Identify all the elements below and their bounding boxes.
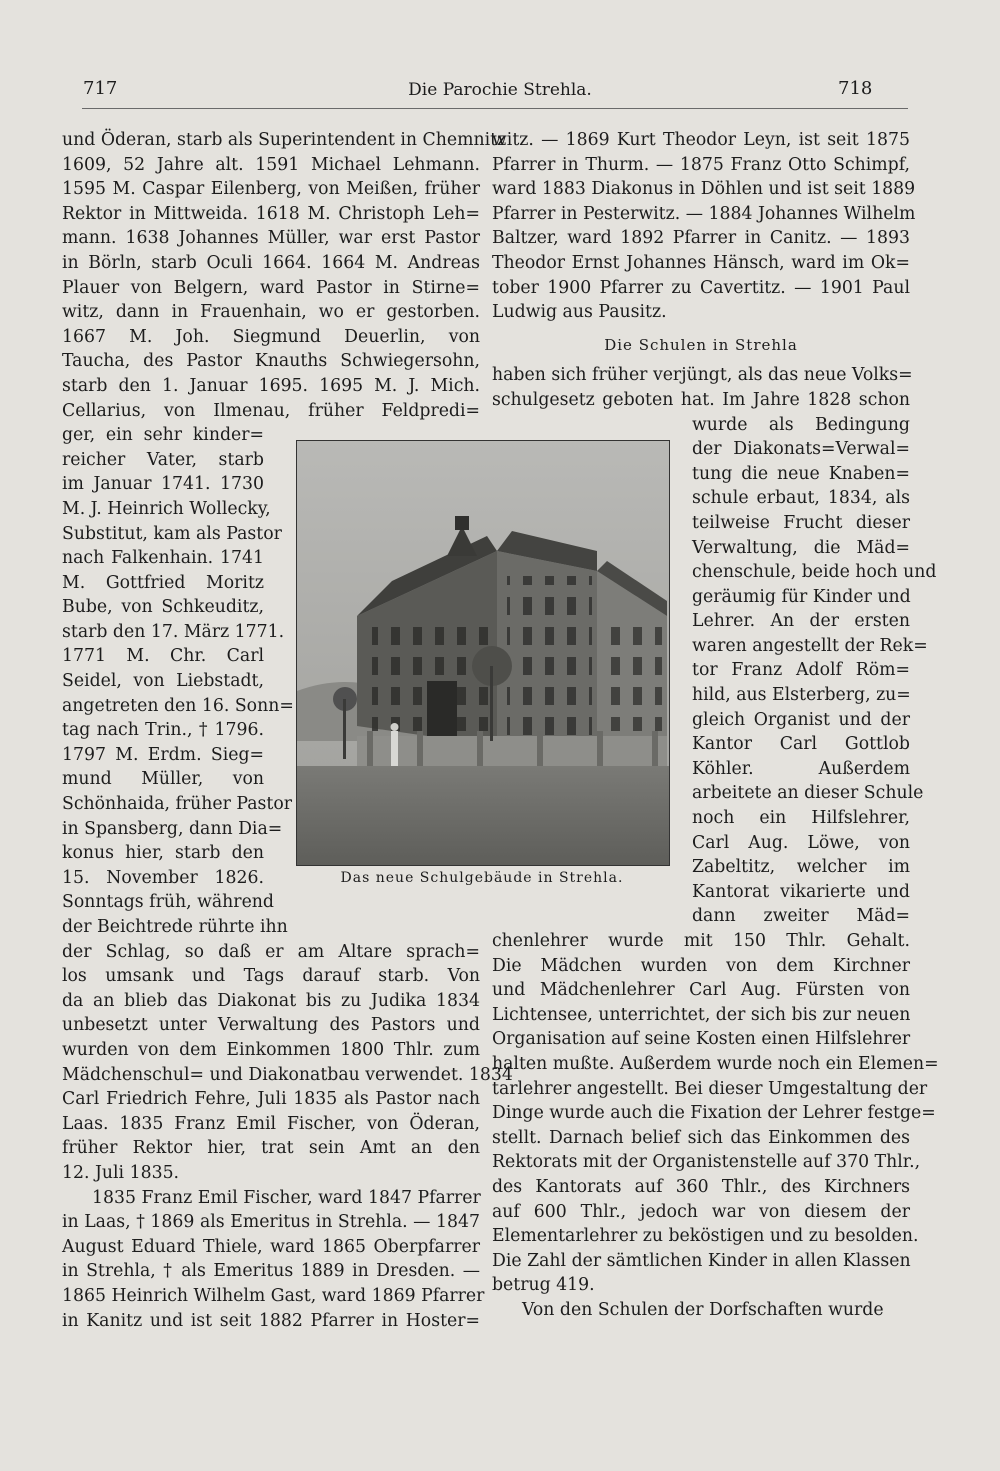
text-line: Kantor Carl Gottlob [692, 734, 910, 755]
school-building-photo [296, 440, 670, 866]
text-line: M. Gottfried Moritz [62, 572, 264, 593]
text-line: hild, aus Elsterberg, zu= [692, 685, 911, 706]
text-line: witz, dann in Frauenhain, wo er gestorben. [62, 302, 480, 323]
text-line: M. J. Heinrich Wollecky, [62, 498, 271, 519]
left-text-bottom [62, 940, 513, 1161]
left-text-top [62, 128, 507, 423]
text-line: 1667 M. Joh. Siegmund Deuerlin, von [62, 326, 480, 347]
text-line: 12. Juli 1835. [62, 1162, 180, 1183]
text-line: starb den 17. März 1771. [62, 621, 285, 642]
text-line: 1771 M. Chr. Carl [62, 646, 264, 667]
text-line: der Beichtrede rührte ihn [62, 917, 288, 937]
text-line: Von den Schulen der Dorfschaften wurde [522, 1299, 884, 1320]
text-line: Ludwig aus Pausitz. [492, 302, 667, 323]
text-line: tor Franz Adolf Röm= [692, 660, 910, 681]
text-line: Seidel, von Liebstadt, [62, 671, 264, 692]
text-line: in Börln, starb Oculi 1664. 1664 M. Andreas [62, 252, 480, 273]
text-line: los umsank und Tags darauf starb. Von [62, 966, 480, 987]
text-line: 1595 M. Caspar Eilenberg, von Meißen, früher [62, 179, 480, 200]
text-line: schulgesetz geboten hat. Im Jahre 1828 schon [492, 389, 910, 410]
text-line: auf 600 Thlr., jedoch war von diesem der [492, 1201, 910, 1222]
text-line: Schönhaida, früher Pastor [62, 794, 293, 815]
text-line: wurde als Bedingung [692, 414, 910, 435]
text-line: Lichtensee, unterrichtet, der sich bis zur neuen [492, 1004, 911, 1025]
figure-caption: Das neue Schulgebäude in Strehla. [340, 870, 624, 886]
text-line: 15. November 1826. [62, 867, 264, 888]
section-heading: Die Schulen in Strehla [604, 335, 798, 354]
text-line: tarlehrer angestellt. Bei dieser Umgestaltung der [492, 1078, 928, 1099]
text-line: Kantorat vikarierte und [692, 881, 910, 902]
text-line: Carl Friedrich Fehre, Juli 1835 als Pastor nach [62, 1089, 480, 1110]
text-line: unbesetzt unter Verwaltung des Pastors und [62, 1015, 480, 1036]
text-line: der Diakonats=Verwal= [692, 439, 910, 460]
text-line: des Kantorats auf 360 Thlr., des Kirchners [492, 1176, 910, 1197]
text-line: und Öderan, starb als Superintendent in Chemnitz [62, 130, 507, 150]
text-line: starb den 1. Januar 1695. 1695 M. J. Mich. [62, 375, 480, 396]
text-line: Verwaltung, die Mäd= [692, 537, 910, 558]
text-line: angetreten den 16. Sonn= [62, 695, 294, 716]
page-number-left: 717 [83, 78, 118, 99]
text-line: 1865 Heinrich Wilhelm Gast, ward 1869 Pfarrer [62, 1285, 485, 1306]
text-line: Köhler. Außerdem [692, 758, 910, 779]
text-line: nach Falkenhain. 1741 [62, 548, 264, 569]
text-line: im Januar 1741. 1730 [62, 474, 264, 495]
text-line: gleich Organist und der [692, 709, 910, 730]
text-line: schule erbaut, 1834, als [692, 488, 910, 509]
text-line: chenschule, beide hoch und [692, 562, 937, 583]
text-line: in Kanitz und ist seit 1882 Pfarrer in Hoster= [62, 1310, 480, 1331]
text-line: Theodor Ernst Johannes Hänsch, ward im Ok= [492, 252, 910, 273]
text-line: Plauer von Belgern, ward Pastor in Stirne= [62, 277, 480, 298]
text-line: stellt. Darnach belief sich das Einkommen des [492, 1127, 910, 1148]
text-line: chenlehrer wurde mit 150 Thlr. Gehalt. [492, 931, 910, 951]
text-line: ward 1883 Diakonus in Döhlen und ist seit 1889 [492, 179, 916, 200]
left-text-wrap [62, 423, 294, 939]
text-line: Die Mädchen wurden von dem Kirchner [492, 955, 910, 976]
text-line: Baltzer, ward 1892 Pfarrer in Canitz. — 1893 [492, 228, 910, 249]
text-line: konus hier, starb den [62, 843, 264, 864]
right-text-section [492, 363, 913, 412]
text-line: Carl Aug. Löwe, von [692, 832, 910, 853]
building-illustration [297, 441, 669, 865]
page-number-right: 718 [838, 78, 873, 99]
text-line: Bube, von Schkeuditz, [62, 597, 264, 618]
right-text-top [492, 128, 916, 300]
text-line: mann. 1638 Johannes Müller, war erst Pastor [62, 228, 480, 249]
text-line: Zabeltitz, welcher im [692, 857, 910, 878]
text-line: tung die neue Knaben= [692, 463, 910, 484]
text-line: betrug 419. [492, 1275, 595, 1296]
text-line: Die Zahl der sämtlichen Kinder in allen Klassen [492, 1250, 911, 1271]
text-line: August Eduard Thiele, ward 1865 Oberpfarrer [62, 1236, 480, 1257]
text-line: früher Rektor hier, trat sein Amt an den [62, 1138, 480, 1159]
text-line: Substitut, kam als Pastor [62, 523, 282, 544]
text-line: witz. — 1869 Kurt Theodor Leyn, ist seit 1875 [492, 130, 910, 150]
text-line: Laas. 1835 Franz Emil Fischer, von Öderan, [62, 1113, 480, 1134]
text-line: in Spansberg, dann Dia= [62, 818, 283, 839]
text-line: ger, ein sehr kinder= [62, 425, 264, 446]
text-line: wurden von dem Einkommen 1800 Thlr. zum [62, 1039, 480, 1060]
text-line: Elementarlehrer zu beköstigen und zu besolden. [492, 1226, 919, 1247]
text-line: 1835 Franz Emil Fischer, ward 1847 Pfarrer [92, 1187, 481, 1208]
text-line: Cellarius, von Ilmenau, früher Feldpredi= [62, 400, 480, 421]
text-line: Mädchenschul= und Diakonatbau verwendet. 1834 [62, 1064, 513, 1085]
text-line: geräumig für Kinder und [692, 586, 911, 607]
text-line: tober 1900 Pfarrer zu Cavertitz. — 1901 Paul [492, 277, 910, 298]
text-line: und Mädchenlehrer Carl Aug. Fürsten von [492, 980, 910, 1001]
text-line: Taucha, des Pastor Knauths Schwiegersohn, [62, 351, 480, 372]
text-line: teilweise Frucht dieser [692, 512, 910, 533]
text-line: 1797 M. Erdm. Sieg= [62, 744, 264, 765]
text-line: Pfarrer in Pesterwitz. — 1884 Johannes Wilhelm [492, 203, 916, 224]
text-line: in Laas, † 1869 als Emeritus in Strehla. — 1847 [62, 1212, 480, 1233]
left-paragraph-2 [62, 1186, 485, 1334]
text-line: Lehrer. An der ersten [692, 611, 910, 632]
text-line: reicher Vater, starb [62, 449, 264, 470]
text-line: da an blieb das Diakonat bis zu Judika 1834 [62, 990, 480, 1011]
running-title: Die Parochie Strehla. [408, 80, 592, 100]
text-line: Organisation auf seine Kosten einen Hilfslehrer [492, 1029, 911, 1050]
text-line: tag nach Trin., † 1796. [62, 720, 264, 741]
text-line: 1609, 52 Jahre alt. 1591 Michael Lehmann. [62, 154, 480, 175]
right-text-bottom [492, 929, 939, 1273]
right-text-wrap [692, 413, 937, 929]
text-line: Rektor in Mittweida. 1618 M. Christoph Leh= [62, 203, 480, 224]
text-line: Sonntags früh, während [62, 892, 274, 913]
text-line: dann zweiter Mäd= [692, 906, 910, 927]
text-line: der Schlag, so daß er am Altare sprach= [62, 941, 480, 962]
text-line: arbeitete an dieser Schule [692, 783, 924, 804]
text-line: in Strehla, † als Emeritus 1889 in Dresden. — [62, 1261, 480, 1282]
text-line: noch ein Hilfslehrer, [692, 808, 910, 829]
text-line: haben sich früher verjüngt, als das neue Volks= [492, 365, 913, 386]
text-line: Dinge wurde auch die Fixation der Lehrer festge= [492, 1103, 936, 1124]
text-line: waren angestellt der Rek= [692, 635, 928, 656]
text-line: Pfarrer in Thurm. — 1875 Franz Otto Schimpf, [492, 154, 910, 175]
text-line: Rektorats mit der Organistenstelle auf 370 Thlr., [492, 1152, 921, 1173]
text-line: mund Müller, von [62, 769, 264, 790]
text-line: halten mußte. Außerdem wurde noch ein Elemen= [492, 1053, 939, 1074]
header-rule [82, 108, 908, 109]
